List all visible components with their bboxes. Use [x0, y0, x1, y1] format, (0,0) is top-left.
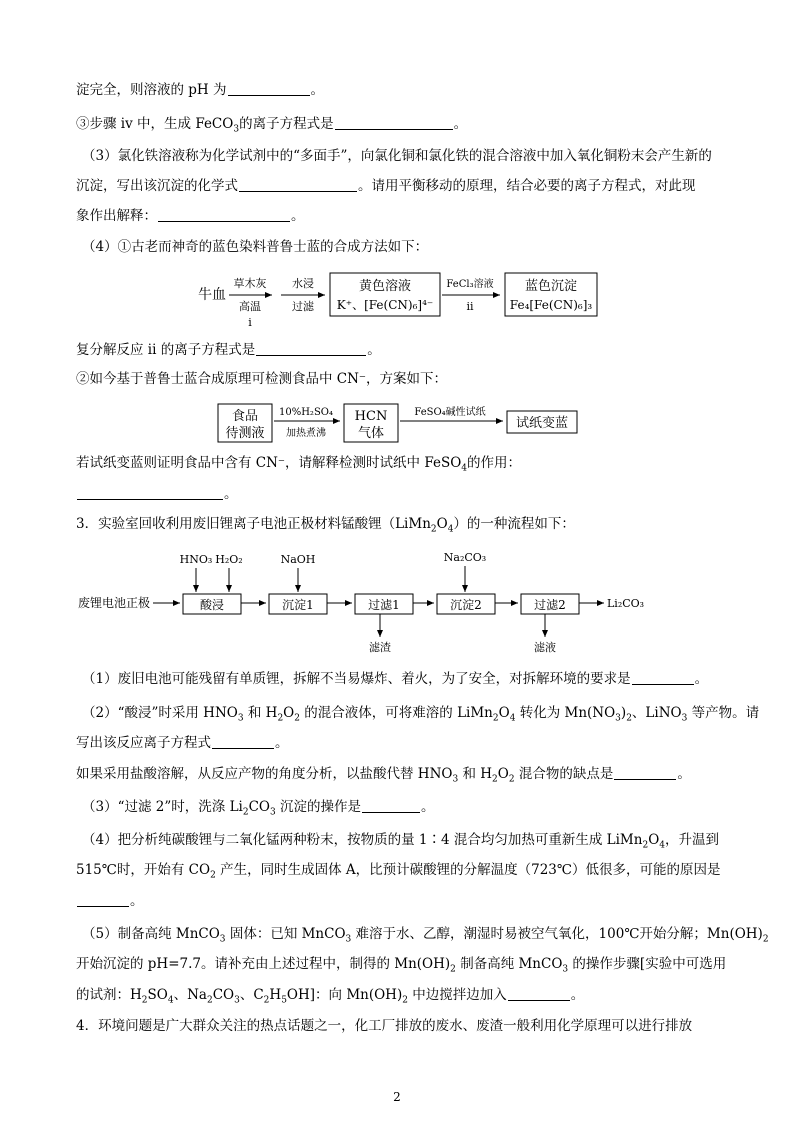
answer-blank[interactable] [228, 81, 310, 96]
text: 象作出解释： [76, 208, 157, 224]
text: 如果采用盐酸溶解，从反应产物的角度分析，以盐酸代替 HNO [76, 766, 453, 782]
arrow-label: 加热煮沸 [286, 428, 326, 439]
text: OH]：向 Mn(OH) [286, 987, 403, 1003]
box-label: 黄色溶液 [358, 279, 412, 294]
question-4-stem: 4．环境问题是广大群众关注的热点话题之一，化工厂排放的废水、废渣一般利用化学原理可以进行排放 [76, 1018, 693, 1034]
text: 难溶于水、乙醇，潮湿时易被空气氧化，100℃开始分解；Mn(OH) [351, 926, 763, 942]
text-line [76, 80, 726, 100]
text: 制备高纯 MnCO [455, 956, 563, 972]
box-label: 过滤1 [368, 598, 400, 612]
subscript: 2 [430, 524, 437, 535]
subscript: 2 [210, 870, 216, 881]
text: 沉淀，写出该沉淀的化学式 [76, 178, 238, 194]
text: 、C [239, 987, 264, 1003]
text: 写出该反应离子方程式 [76, 735, 211, 751]
text: 的离子方程式是 [239, 116, 334, 132]
arrow-label: ii [466, 300, 474, 313]
subscript: 3 [452, 774, 459, 785]
subscript: 4 [509, 713, 516, 724]
text: ）的一种流程如下： [453, 516, 575, 532]
answer-blank[interactable] [508, 986, 570, 1001]
text: 若试纸变蓝则证明食品中含有 CN⁻，请解释检测时试纸中 FeSO [76, 455, 462, 471]
arrow-label: 10%H₂SO₄ [278, 407, 334, 418]
subscript: 3 [234, 995, 240, 1006]
text: 等产物。请 [687, 705, 760, 721]
subscript: 2 [277, 713, 284, 724]
text: （5）制备高纯 MnCO [82, 926, 220, 942]
text-line: ②如今基于普鲁士蓝合成原理可检测食品中 CN⁻，方案如下： [76, 371, 448, 387]
subscript: 3 [681, 713, 688, 724]
subscript: 4 [447, 524, 454, 535]
text-line [76, 484, 726, 504]
box-label: 沉淀1 [282, 598, 314, 612]
reagent-label: NaOH [280, 553, 316, 566]
subscript: 3 [237, 713, 244, 724]
box-label: 沉淀2 [450, 598, 482, 612]
question-3-stem [76, 514, 726, 534]
reagent-label: H₂O₂ [215, 553, 243, 566]
text: 。请用平衡移动的原理，结合必要的离子方程式，对此现 [358, 178, 696, 194]
text: 开始沉淀的 pH=7.7。请补充由上述过程中，制得的 Mn(OH) [76, 956, 451, 972]
text: 。 [421, 799, 435, 815]
arrow-label: i [248, 316, 252, 329]
box-label: 试纸变蓝 [515, 416, 569, 431]
subscript: 3 [270, 807, 276, 818]
box-label: 待测液 [225, 426, 265, 441]
prussian-blue-synthesis-diagram [0, 270, 794, 334]
text: O [648, 832, 660, 848]
arrow-label: FeSO₄碱性试纸 [414, 407, 486, 418]
box-label: K⁺、[Fe(CN)₆]⁴⁻ [336, 298, 434, 312]
text-line [76, 891, 726, 911]
text: ) [620, 705, 627, 721]
text: 。 [677, 766, 691, 782]
text-line [76, 954, 726, 974]
text-line: （4）①古老而神奇的蓝色染料普鲁士蓝的合成方法如下： [82, 239, 429, 255]
answer-blank[interactable] [362, 798, 420, 813]
text-line [76, 733, 726, 753]
arrow-label: 草木灰 [233, 277, 267, 290]
text: 转化为 Mn(NO [515, 705, 616, 721]
text: H [269, 987, 282, 1003]
subscript: 3 [233, 124, 240, 135]
text: 和 H [243, 705, 278, 721]
text: SO [147, 987, 168, 1003]
text: 。 [453, 116, 468, 132]
subscript: 3 [219, 934, 226, 945]
output-label: 滤液 [534, 641, 556, 654]
subscript: 4 [461, 463, 468, 474]
subscript: 2 [642, 840, 649, 851]
text-line [82, 703, 760, 724]
subscript: 2 [141, 995, 148, 1006]
text: 固体：已知 MnCO [225, 926, 346, 942]
text: （3）“过滤 2”时，洗涤 Li [82, 799, 243, 815]
text-line [82, 924, 769, 945]
text: 沉淀的操作是 [275, 799, 362, 815]
arrow-label: 高温 [239, 300, 261, 313]
subscript: 2 [263, 995, 270, 1006]
text: 。 [224, 486, 238, 502]
text-line [82, 830, 732, 850]
text: CO [248, 799, 270, 815]
answer-blank[interactable] [239, 177, 357, 192]
answer-blank[interactable] [335, 115, 453, 130]
text: O [436, 516, 448, 532]
subscript: 2 [206, 995, 213, 1006]
answer-blank[interactable] [77, 892, 129, 907]
text-line [76, 114, 726, 134]
output-label: 滤渣 [369, 641, 391, 654]
subscript: 4 [659, 840, 665, 851]
box-label: 过滤2 [534, 598, 566, 612]
text: 复分解反应 ii 的离子方程式是 [76, 342, 256, 358]
text: 产生，同时生成固体 A，比预计碳酸锂的分解温度（723℃）低很多，可能的原因是 [215, 862, 721, 878]
text: 混合物的缺点是 [514, 766, 614, 782]
box-label: 酸浸 [199, 598, 225, 612]
arrow-label: 过滤 [292, 300, 314, 313]
page-number: 2 [393, 1090, 401, 1104]
subscript: 4 [167, 995, 174, 1006]
text: ③步骤 iv 中，生成 FeCO [76, 116, 234, 132]
text: 中边搅拌边加入 [407, 987, 507, 1003]
text: 。 [130, 893, 144, 909]
text: 。 [367, 342, 381, 358]
box-label: 蓝色沉淀 [524, 279, 578, 294]
text: 。 [310, 82, 324, 98]
answer-blank[interactable] [158, 207, 290, 222]
text: 。 [291, 208, 305, 224]
subscript: 2 [626, 713, 632, 724]
text: 的操作步骤[实验中可选用 [568, 956, 727, 972]
subscript: 2 [402, 995, 408, 1006]
text-line [82, 797, 732, 817]
subscript: 2 [492, 713, 499, 724]
text: （2）“酸浸”时采用 HNO [82, 705, 238, 721]
box-label: Fe₄[Fe(CN)₆]₃ [509, 298, 593, 312]
subscript: 2 [762, 934, 769, 945]
text-line [76, 860, 726, 880]
arrow-label: 水浸 [292, 277, 314, 290]
subscript: 2 [450, 964, 456, 975]
subscript: 3 [345, 934, 352, 945]
subscript: 3 [615, 713, 621, 724]
text: O [498, 705, 510, 721]
subscript: 2 [508, 774, 515, 785]
text-line [76, 176, 726, 196]
answer-blank[interactable] [212, 734, 274, 749]
text: （4）把分析纯碳酸锂与二氧化锰两种粉末，按物质的量 1∶4 混合均匀加热可重新生成 LiMn [82, 832, 643, 848]
subscript: 3 [562, 964, 569, 975]
text: 和 H [458, 766, 493, 782]
text: O [283, 705, 295, 721]
limn2o4-recycling-flowchart [0, 545, 794, 655]
answer-blank[interactable] [256, 341, 366, 356]
text: 的作用： [467, 455, 522, 471]
box-label: HCN [354, 409, 388, 424]
box-label: 气体 [357, 426, 385, 441]
text: 3．实验室回收利用废旧锂离子电池正极材料锰酸锂（LiMn [76, 516, 431, 532]
answer-blank[interactable] [632, 670, 694, 685]
text-line [76, 206, 726, 226]
subscript: 2 [492, 774, 498, 785]
arrow-label: FeCl₃溶液 [446, 279, 494, 290]
subscript: 2 [242, 807, 249, 818]
product-label: Li₂CO₃ [607, 597, 645, 610]
reagent-label: HNO₃ [179, 553, 213, 566]
text-line: （3）氯化铁溶液称为化学试剂中的“多面手”，向氯化铜和氯化铁的混合溶液中加入氧化铜粉末会产生新的 [82, 148, 712, 164]
text: 的混合液体，可将难溶的 LiMn [299, 705, 493, 721]
cn-detection-diagram [0, 400, 794, 446]
reagent-label: Na₂CO₃ [443, 551, 487, 564]
text: 。 [694, 671, 709, 687]
text: （1）废旧电池可能残留有单质锂，拆解不当易爆炸、着火，为了安全，对拆解环境的要求是 [82, 671, 631, 687]
flow-start-label: 牛血 [198, 287, 226, 303]
text-line [76, 340, 726, 360]
text-line [76, 453, 726, 473]
text: 、LiNO [631, 705, 682, 721]
box-label: 食品 [231, 409, 259, 424]
text: 的试剂：H [76, 987, 142, 1003]
text: ，升温到 [665, 832, 719, 848]
text-line [76, 985, 726, 1005]
flow-start-label: 废锂电池正极 [78, 596, 151, 610]
text: CO [212, 987, 235, 1003]
subscript: 2 [294, 713, 300, 724]
text: 淀完全，则溶液的 pH 为 [76, 82, 227, 98]
text-line [82, 669, 732, 689]
text-line [76, 764, 726, 784]
text: 515℃时，开始有 CO [76, 862, 211, 878]
answer-blank[interactable] [614, 765, 676, 780]
text: 、Na [173, 987, 207, 1003]
text: O [497, 766, 509, 782]
text: 。 [275, 735, 289, 751]
text: 。 [570, 987, 585, 1003]
subscript: 5 [281, 995, 287, 1006]
answer-blank[interactable] [77, 485, 223, 500]
